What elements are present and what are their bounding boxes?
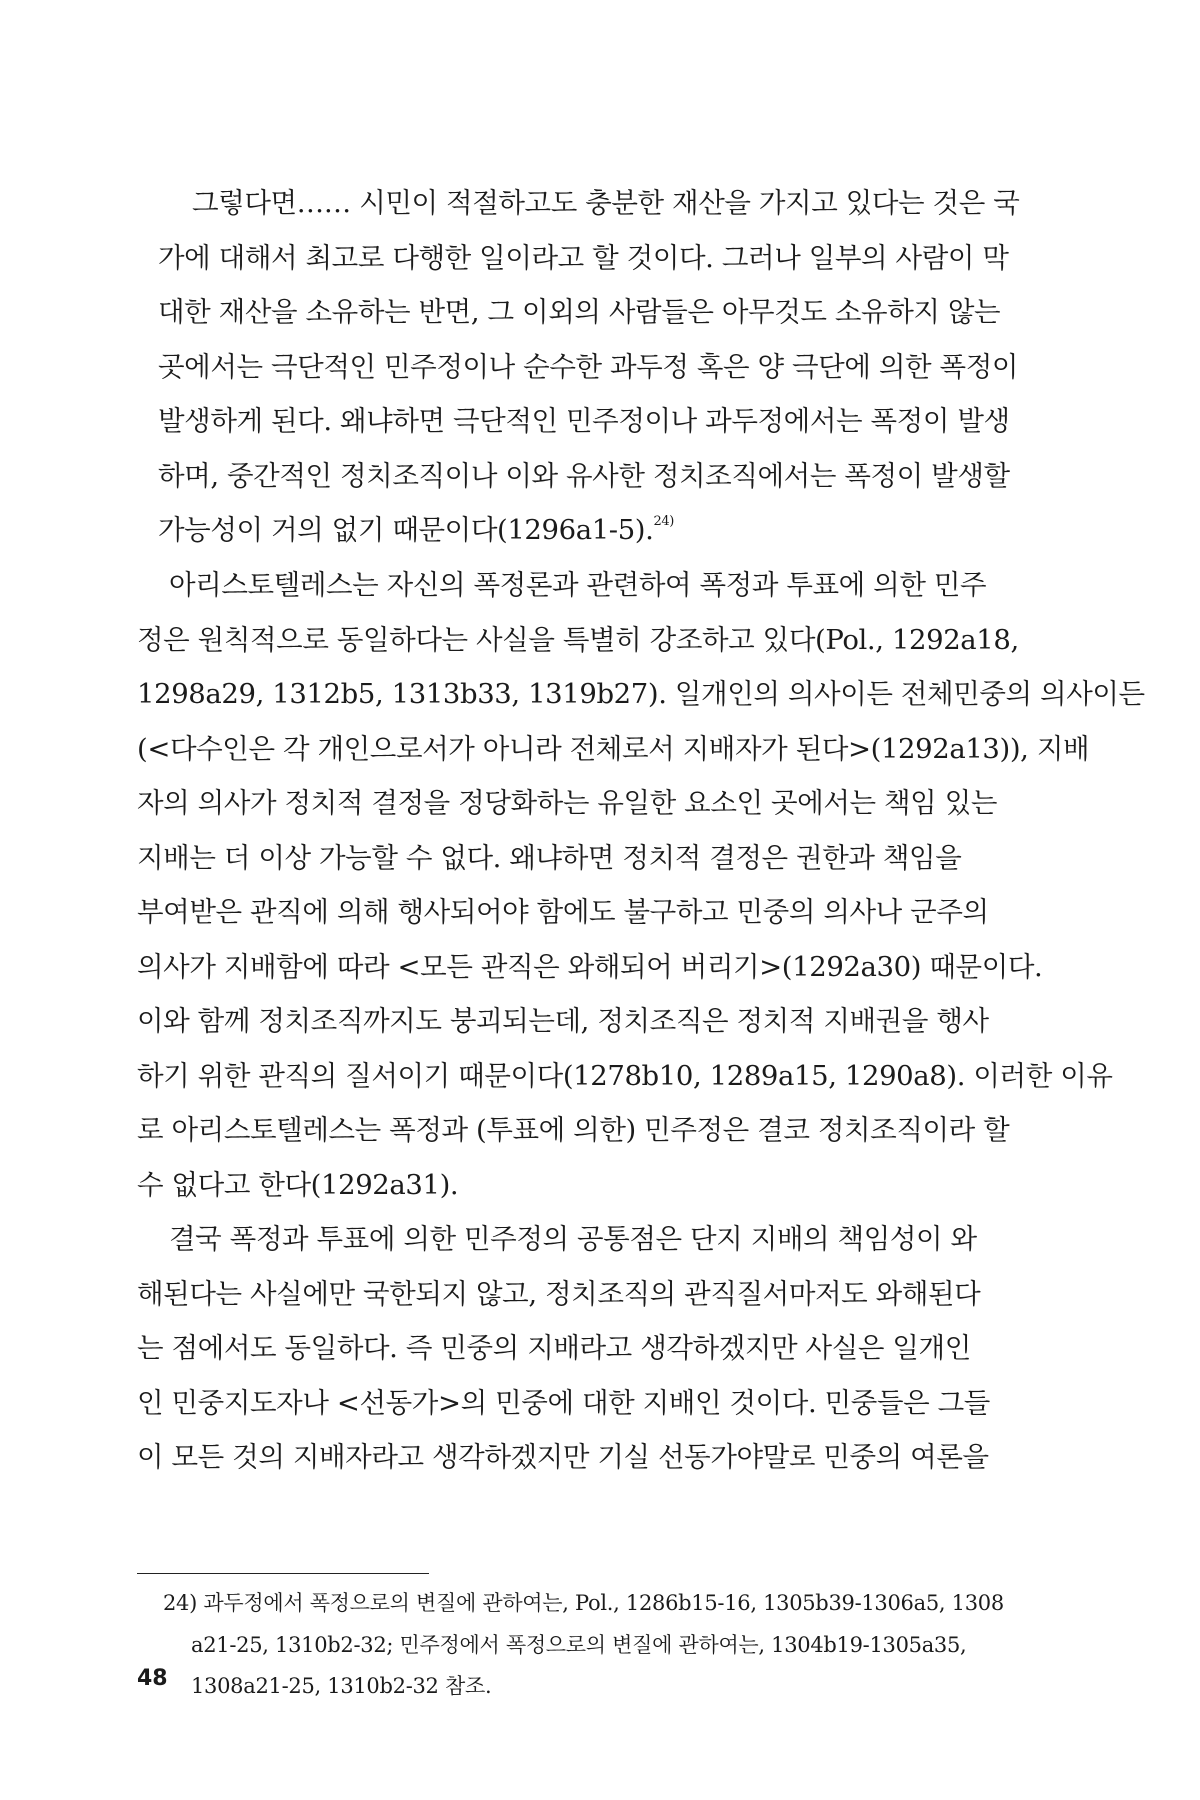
paragraph-line: 1298a29, 1312b5, 1313b33, 1319b27). 일개인의 의사이든 전체민중의 의사이든 (137, 678, 1145, 710)
paragraph-line: 결국 폭정과 투표에 의한 민주정의 공통점은 단지 지배의 책임성이 와 (169, 1223, 977, 1255)
paragraph-line: 인 민중지도자나 <선동가>의 민중에 대한 지배인 것이다. 민중들은 그들 (137, 1386, 990, 1419)
footnote (163, 1583, 1053, 1708)
footnote-line: 24) 과두정에서 폭정으로의 변질에 관하여는, Pol., 1286b15-16, 1305b39-1306a5, 1308 (163, 1591, 1004, 1615)
paragraph-line: (<다수인은 각 개인으로서가 아니라 전체로서 지배자가 된다>(1292a13)), 지배 (137, 732, 1090, 765)
quote-line: 곳에서는 극단적인 민주정이나 순수한 과두정 혹은 양 극단에 의한 폭정이 (158, 350, 1019, 383)
quote-line-last (158, 503, 1053, 558)
paragraph-line: 정은 원칙적으로 동일하다는 사실을 특별히 강조하고 있다(Pol., 1292a18, (137, 623, 1019, 656)
footnote-line: 1308a21-25, 1310b2-32 참조. (191, 1674, 492, 1698)
paragraph-line: 의사가 지배함에 따라 <모든 관직은 와해되어 버리기>(1292a30) 때문이다. (137, 950, 1043, 983)
quote-line: 대한 재산을 소유하는 반면, 그 이외의 사람들은 아무것도 소유하지 않는 (158, 296, 1001, 328)
quote-line: 가에 대해서 최고로 다행한 일이라고 할 것이다. 그러나 일부의 사람이 막 (158, 241, 1009, 274)
paragraph-line: 지배는 더 이상 가능할 수 없다. 왜냐하면 정치적 결정은 권한과 책임을 (137, 841, 962, 874)
paragraph-line: 는 점에서도 동일하다. 즉 민중의 지배라고 생각하겠지만 사실은 일개인 (137, 1332, 971, 1364)
paragraph-line: 아리스토텔레스는 자신의 폭정론과 관련하여 폭정과 투표에 의한 민주 (169, 569, 987, 601)
block-quote (158, 176, 1053, 558)
footnote-divider (137, 1573, 429, 1574)
paragraph-line: 자의 의사가 정치적 결정을 정당화하는 유일한 요소인 곳에서는 책임 있는 (137, 787, 998, 819)
quote-line: 하며, 중간적인 정치조직이나 이와 유사한 정치조직에서는 폭정이 발생할 (158, 459, 1010, 492)
paragraph-line: 수 없다고 한다(1292a31). (137, 1168, 459, 1201)
paragraph-line: 해된다는 사실에만 국한되지 않고, 정치조직의 관직질서마저도 와해된다 (137, 1277, 981, 1310)
page-number: 48 (137, 1666, 168, 1691)
paragraph-line: 하기 위한 관직의 질서이기 때문이다(1278b10, 1289a15, 1290a8). 이러한 이유 (137, 1059, 1113, 1092)
quote-line: 그렇다면…… 시민이 적절하고도 충분한 재산을 가지고 있다는 것은 국 (192, 187, 1020, 219)
paragraph-line: 부여받은 관직에 의해 행사되어야 함에도 불구하고 민중의 의사나 군주의 (137, 896, 989, 928)
paragraph-line: 이 모든 것의 지배자라고 생각하겠지만 기실 선동가야말로 민중의 여론을 (137, 1441, 989, 1473)
paragraph-line: 로 아리스토텔레스는 폭정과 (투표에 의한) 민주정은 결코 정치조직이라 할 (137, 1114, 1010, 1146)
footnote-line: a21-25, 1310b2-32; 민주정에서 폭정으로의 변질에 관하여는, 1304b19-1305a35, (191, 1632, 967, 1657)
quote-line: 발생하게 된다. 왜냐하면 극단적인 민주정이나 과두정에서는 폭정이 발생 (158, 405, 1010, 437)
paragraph-line: 이와 함께 정치조직까지도 붕괴되는데, 정치조직은 정치적 지배권을 행사 (137, 1005, 989, 1037)
footnote-reference: 24) (653, 514, 674, 529)
quote-text: 가능성이 거의 없기 때문이다(1296a1-5). (158, 514, 654, 546)
body-text (137, 558, 1145, 1485)
